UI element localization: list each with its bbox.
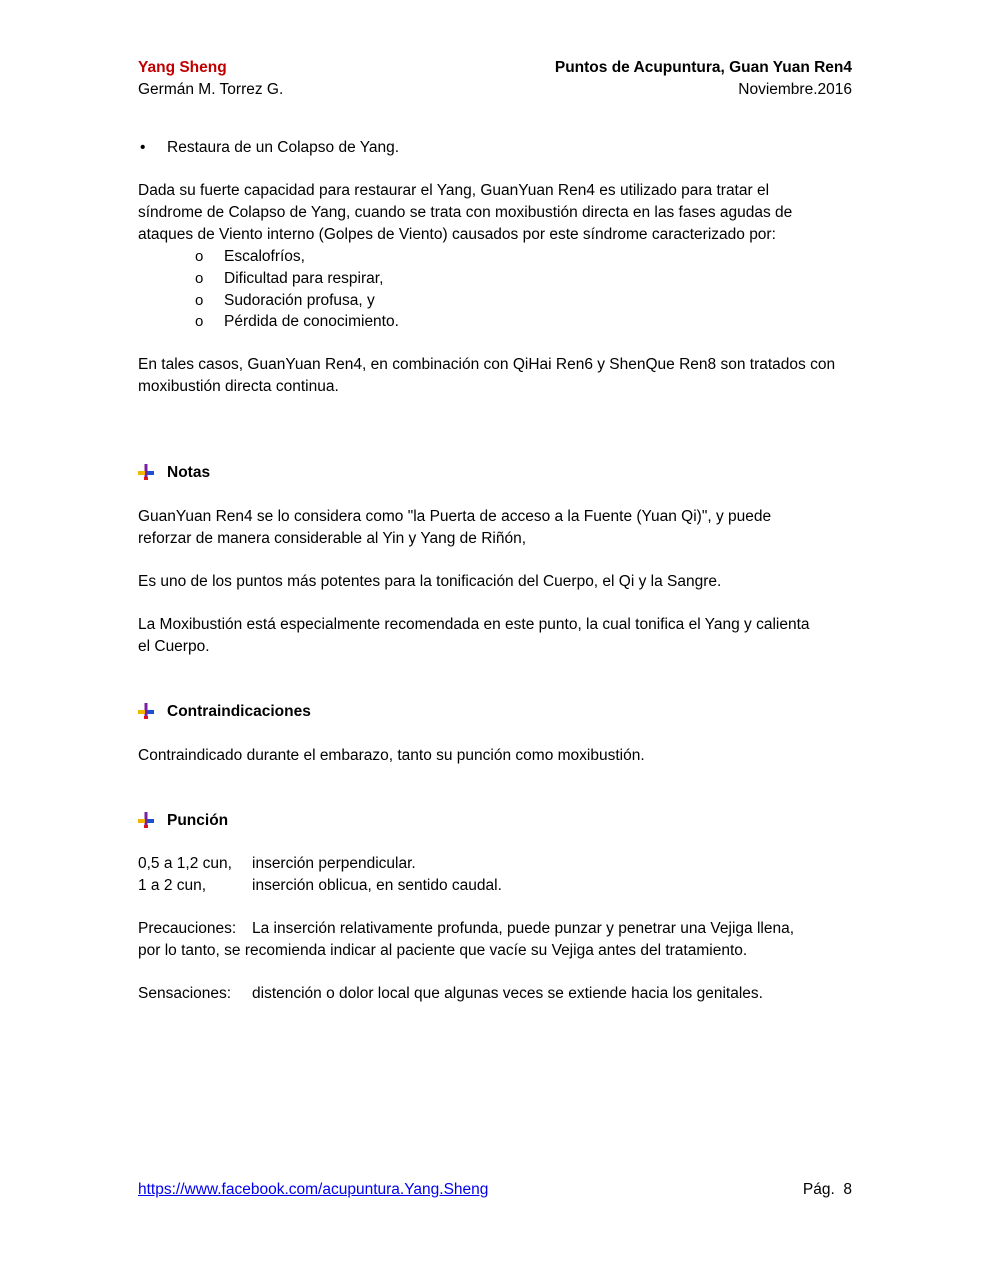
notas-heading: Notas bbox=[167, 464, 211, 481]
precauciones-label: Precauciones: bbox=[138, 920, 237, 937]
bullet-marker: • bbox=[140, 139, 146, 156]
intro-line-2: síndrome de Colapso de Yang, cuando se trata con moxibustión directa en las fases agudas de bbox=[138, 204, 793, 221]
header-brand: Yang Sheng bbox=[138, 59, 227, 76]
page-number bbox=[803, 1179, 852, 1201]
header-date: Noviembre.2016 bbox=[738, 81, 852, 98]
sensaciones-label: Sensaciones: bbox=[138, 985, 232, 1002]
symptom-item: Sudoración profusa, y bbox=[224, 292, 375, 309]
contraindicaciones-heading: Contraindicaciones bbox=[167, 703, 311, 720]
sub-bullet: o bbox=[195, 248, 204, 265]
footer-facebook-link[interactable]: https://www.facebook.com/acupuntura.Yang.Sheng bbox=[138, 1181, 489, 1198]
intro-line-1: Dada su fuerte capacidad para restaurar el Yang, GuanYuan Ren4 es utilizado para tratar el bbox=[138, 182, 770, 199]
notas-p1-line-1: GuanYuan Ren4 se lo considera como "la Puerta de acceso a la Fuente (Yuan Qi)", y puede bbox=[138, 508, 772, 525]
sub-bullet: o bbox=[195, 292, 204, 309]
notas-p1-line-2: reforzar de manera considerable al Yin y Yang de Riñón, bbox=[138, 530, 527, 547]
precauciones-line-2: por lo tanto, se recomienda indicar al paciente que vacíe su Vejiga antes del tratamiento. bbox=[138, 942, 748, 959]
notas-p2: Es uno de los puntos más potentes para la tonificación del Cuerpo, el Qi y la Sangre. bbox=[138, 573, 722, 590]
section-marker-icon bbox=[138, 812, 154, 828]
bullet-item-text: Restaura de un Colapso de Yang. bbox=[167, 139, 400, 156]
contraindicaciones-text: Contraindicado durante el embarazo, tanto su punción como moxibustión. bbox=[138, 747, 645, 764]
intro-line-3: ataques de Viento interno (Golpes de Viento) causados por este síndrome caracterizado por: bbox=[138, 226, 776, 243]
sub-bullet: o bbox=[195, 270, 204, 287]
combination-line-1: En tales casos, GuanYuan Ren4, en combinación con QiHai Ren6 y ShenQue Ren8 son tratados con bbox=[138, 356, 836, 373]
puncion-method: inserción oblicua, en sentido caudal. bbox=[252, 877, 502, 894]
puncion-depth: 1 a 2 cun, bbox=[138, 877, 207, 894]
combination-line-2: moxibustión directa continua. bbox=[138, 378, 339, 395]
page-number-value: 8 bbox=[843, 1181, 852, 1198]
symptom-item: Pérdida de conocimiento. bbox=[224, 313, 399, 330]
symptom-item: Escalofríos, bbox=[224, 248, 305, 265]
notas-p3-line-1: La Moxibustión está especialmente recomendada en este punto, la cual tonifica el Yang y calienta bbox=[138, 616, 810, 633]
sensaciones-text: distención o dolor local que algunas veces se extiende hacia los genitales. bbox=[252, 985, 763, 1002]
sub-bullet: o bbox=[195, 313, 204, 330]
precauciones-line-1: La inserción relativamente profunda, puede punzar y penetrar una Vejiga llena, bbox=[252, 920, 795, 937]
puncion-heading: Punción bbox=[167, 812, 229, 829]
section-marker-icon bbox=[138, 703, 154, 719]
header-doc-title: Puntos de Acupuntura, Guan Yuan Ren4 bbox=[554, 59, 852, 76]
page-label: Pág. bbox=[802, 1181, 835, 1198]
puncion-method: inserción perpendicular. bbox=[252, 855, 416, 872]
header-author: Germán M. Torrez G. bbox=[138, 81, 284, 98]
puncion-depth: 0,5 a 1,2 cun, bbox=[138, 855, 232, 872]
section-marker-icon bbox=[138, 464, 154, 480]
notas-p3-line-2: el Cuerpo. bbox=[138, 638, 210, 655]
symptom-item: Dificultad para respirar, bbox=[224, 270, 384, 287]
